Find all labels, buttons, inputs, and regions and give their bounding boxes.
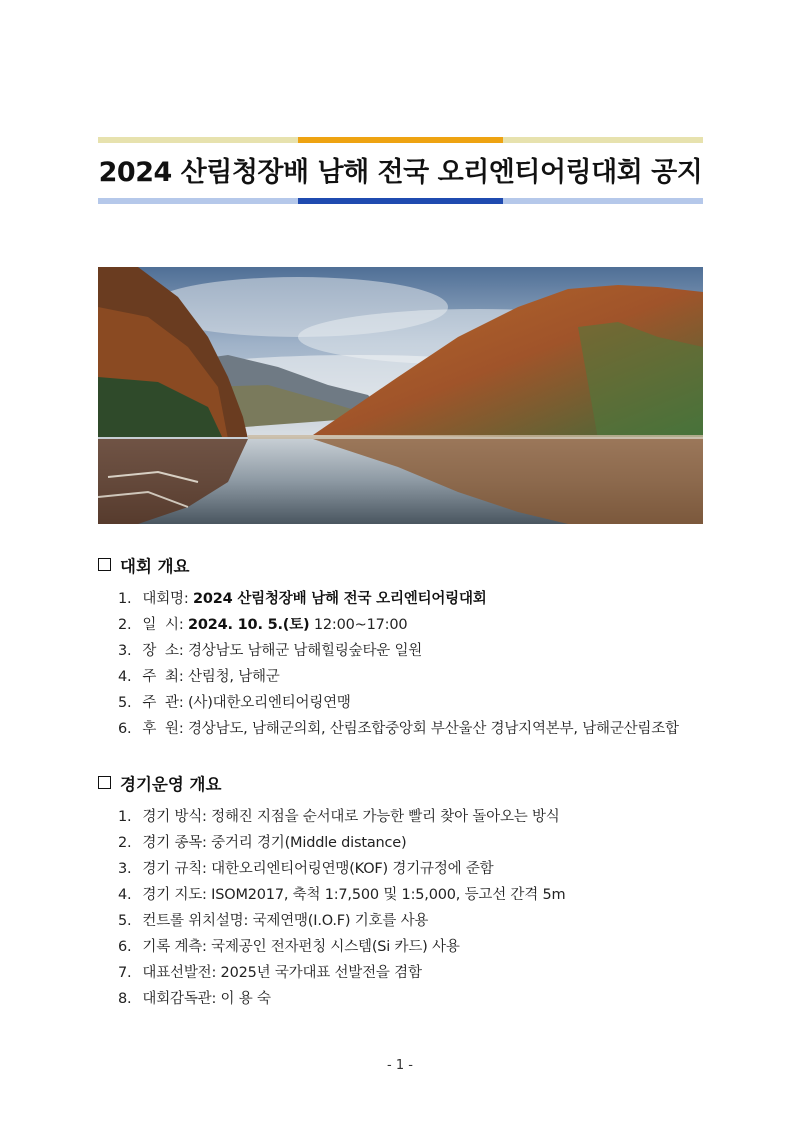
list-item: 8. 대회감독관: 이 용 숙	[118, 991, 271, 1007]
overview-list	[118, 586, 679, 742]
list-item: 5. 주 관: (사)대한오리엔티어링연맹	[118, 695, 351, 711]
title-bottom-rule	[98, 198, 703, 204]
list-item: 2. 경기 종목: 중거리 경기(Middle distance)	[118, 835, 407, 851]
list-item: 6. 기록 계측: 국제공인 전자펀칭 시스템(Si 카드) 사용	[118, 939, 460, 955]
list-item: 1. 대회명: 2024 산림청장배 남해 전국 오리엔티어링대회	[118, 591, 487, 607]
list-item: 6. 후 원: 경상남도, 남해군의회, 산림조합중앙회 부산울산 경남지역본부, 남해군산림조합	[118, 721, 679, 737]
list-item: 4. 경기 지도: ISOM2017, 축척 1:7,500 및 1:5,000, 등고선 간격 5m	[118, 887, 566, 903]
lake-autumn-photo	[98, 267, 703, 524]
list-item: 3. 경기 규칙: 대한오리엔티어링연맹(KOF) 경기규정에 준함	[118, 861, 494, 877]
list-item: 1. 경기 방식: 정해진 지점을 순서대로 가능한 빨리 찾아 돌아오는 방식	[118, 809, 560, 825]
list-item: 2. 일 시: 2024. 10. 5.(토) 12:00~17:00	[118, 617, 408, 633]
operations-list	[118, 804, 565, 1012]
page-number: - 1 -	[387, 1058, 413, 1073]
page-title: 2024 산림청장배 남해 전국 오리엔티어링대회 공지	[98, 157, 703, 188]
list-item: 4. 주 최: 산림청, 남해군	[118, 669, 280, 685]
list-item: 5. 컨트롤 위치설명: 국제연맹(I.O.F) 기호를 사용	[118, 913, 429, 929]
title-top-rule	[98, 137, 703, 143]
checkbox-square-icon	[98, 776, 111, 789]
section-heading-overview: 대회 개요	[98, 553, 190, 577]
section-heading-operations: 경기운영 개요	[98, 771, 221, 795]
checkbox-square-icon	[98, 558, 111, 571]
list-item: 3. 장 소: 경상남도 남해군 남해힐링숲타운 일원	[118, 643, 423, 659]
list-item: 7. 대표선발전: 2025년 국가대표 선발전을 겸함	[118, 965, 422, 981]
